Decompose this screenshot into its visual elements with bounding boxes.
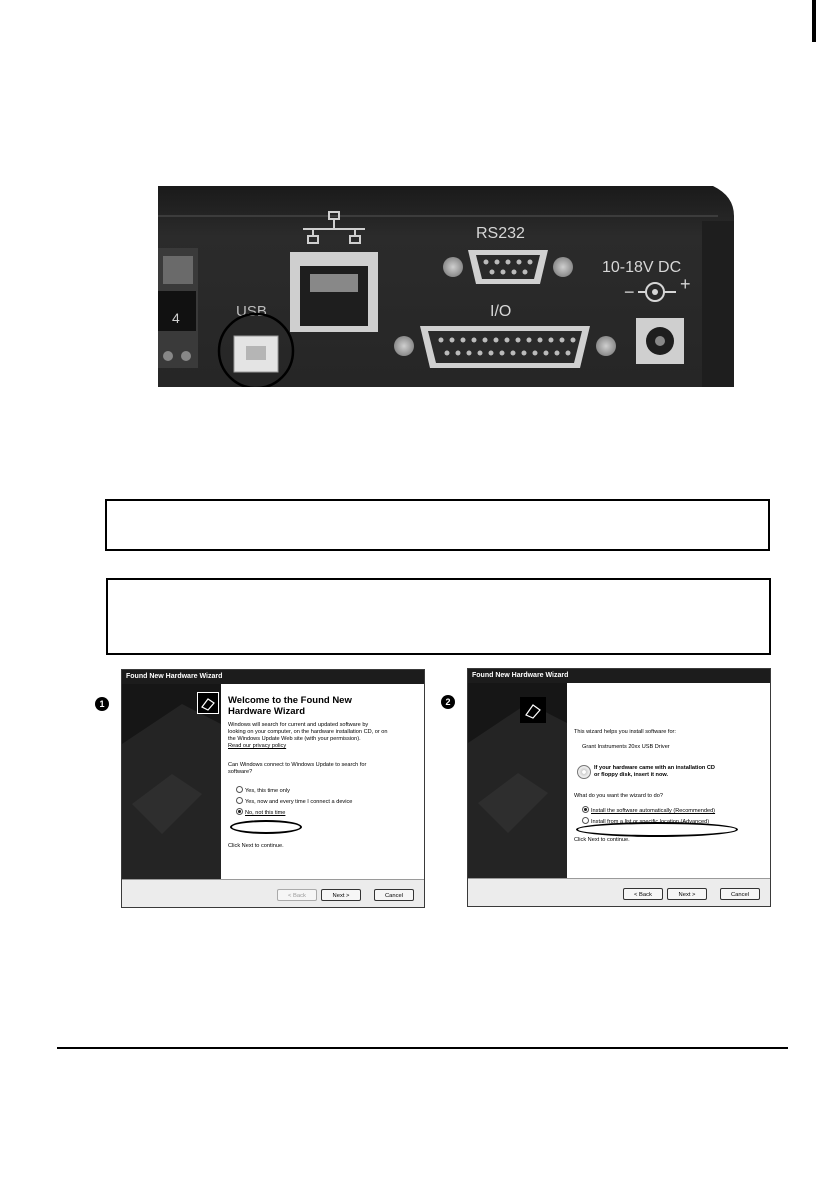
wizard-2-question: What do you want the wizard to do? [574, 793, 663, 799]
wizard-1-cancel-button[interactable]: Cancel [374, 889, 414, 901]
wizard-1-content [228, 684, 420, 879]
wizard-2-footer [468, 878, 770, 907]
step-marker-2: 2 [441, 695, 455, 709]
wizard-2-side-banner [468, 683, 567, 878]
wizard-1-heading-line1: Welcome to the Found New [228, 695, 352, 706]
wizard-2-next-button[interactable]: Next > [667, 888, 707, 900]
wizard-1-next-button[interactable]: Next > [321, 889, 361, 901]
radio-selected-icon [236, 808, 243, 815]
wizard-1-side-banner [122, 684, 221, 879]
radio-icon [236, 786, 243, 793]
wizard-2-content [574, 683, 766, 878]
radio-icon [582, 817, 589, 824]
io-label: I/O [490, 303, 512, 320]
page-corner-mark [812, 0, 816, 42]
wizard-2-cancel-button[interactable]: Cancel [720, 888, 760, 900]
privacy-policy-link[interactable]: Read our privacy policy [228, 743, 287, 749]
polarity-minus: − [624, 282, 635, 302]
wizard-1-intro-line3: the Windows Update Web site (with your permission). [228, 736, 361, 742]
polarity-plus: + [680, 274, 691, 294]
wizard-2-intro: This wizard helps you install software for: [574, 729, 676, 735]
wizard-2-cd-line1: If your hardware came with an installation CD [594, 765, 715, 771]
wizard-window-1 [121, 669, 425, 908]
wizard-1-back-button[interactable]: < Back [277, 889, 317, 901]
wizard-1-question-line2: software? [228, 769, 253, 775]
wizard-2-cd-line2: or floppy disk, insert it now. [594, 772, 669, 778]
option-yes-every-time[interactable]: Yes, now and every time I connect a device [236, 797, 420, 808]
wizard-2-back-button[interactable]: < Back [623, 888, 663, 900]
footer-rule [57, 1047, 788, 1049]
option-no-not-this-time[interactable]: No, not this time [236, 808, 420, 819]
wizard-1-footer [122, 879, 424, 908]
wizard-1-intro-line2: looking on your computer, on the hardware installation CD, or on [228, 729, 388, 735]
terminal-number: 4 [172, 310, 180, 326]
radio-icon [236, 797, 243, 804]
wizard-1-heading-line2: Hardware Wizard [228, 706, 305, 717]
wizard-2-device-name: Grant Instruments 20xx USB Driver [582, 744, 670, 750]
wizard-1-continue-text: Click Next to continue. [228, 843, 284, 849]
wizard-1-intro-line1: Windows will search for current and updated software by [228, 722, 369, 728]
power-label: 10-18V DC [602, 259, 682, 276]
device-rear-panel-photo [158, 186, 734, 387]
step-marker-1: 1 [95, 697, 109, 711]
hardware-wizard-icon [197, 692, 219, 714]
usb-label: USB [236, 303, 267, 320]
wizard-2-continue-text: Click Next to continue. [574, 837, 630, 843]
rs232-label: RS232 [476, 225, 525, 242]
option-install-from-list[interactable]: Install from a list or specific location (Advanced) [582, 817, 766, 828]
option-install-automatically[interactable]: Install the software automatically (Recommended) [582, 806, 766, 817]
wizard-1-titlebar: Found New Hardware Wizard [122, 670, 424, 684]
option-yes-this-time[interactable]: Yes, this time only [236, 786, 420, 797]
note-box-1 [105, 499, 770, 551]
hardware-wizard-icon [520, 697, 546, 723]
wizard-1-question-line1: Can Windows connect to Windows Update to search for [228, 762, 367, 768]
highlight-ellipse-no [230, 820, 302, 834]
highlight-ellipse-install [576, 822, 738, 837]
note-box-2 [106, 578, 771, 655]
radio-selected-icon [582, 806, 589, 813]
cd-icon [577, 765, 591, 779]
wizard-window-2 [467, 668, 771, 907]
wizard-2-titlebar: Found New Hardware Wizard [468, 669, 770, 683]
